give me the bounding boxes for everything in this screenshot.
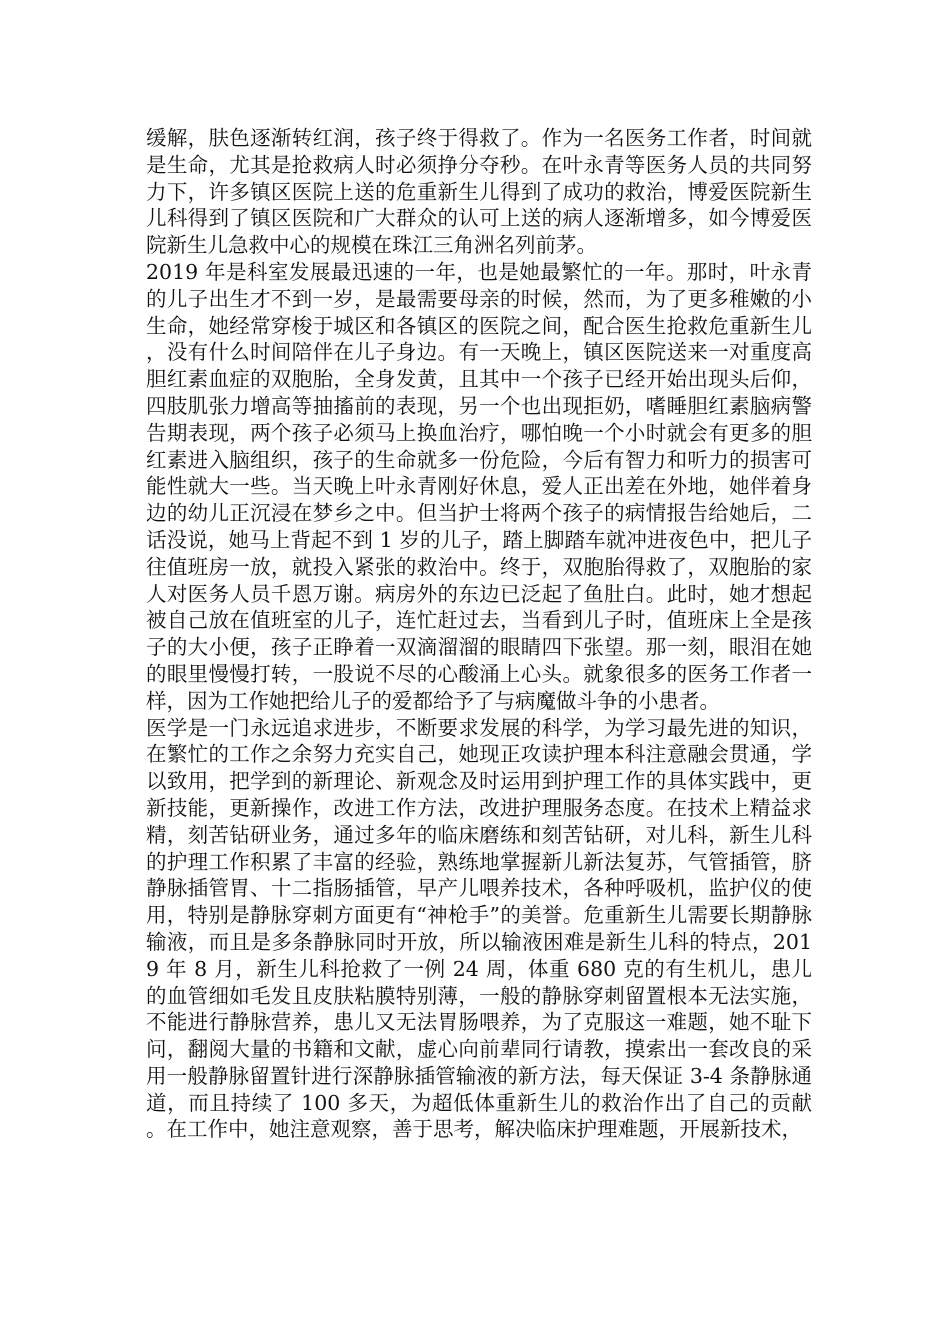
document-body [146, 125, 812, 1143]
paragraph-3: 医学是一门永远追求进步，不断要求发展的科学，为学习最先进的知识，在繁忙的工作之余努力充实自己，她现正攻读护理本科注意融会贯通，学以致用，把学到的新理论、新观念及时运用到护理工作的具体实践中，更新技能，更新操作，改进工作方法，改进护理服务态度。在技术上精益求精，刻苦钻研业务，通过多年的临床磨练和刻苦钻研，对儿科，新生儿科的护理工作积累了丰富的经验，熟练地掌握新儿新法复苏，气管插管，脐静脉插管胃、十二指肠插管，早产儿喂养技术，各种呼吸机，监护仪的使用，特别是静脉穿刺方面更有“神枪手”的美誉。危重新生儿需要长期静脉输液，而且是多条静脉同时开放，所以输液困难是新生儿科的特点，2019 年 8 月，新生儿科抢救了一例 24 周，体重 680 克的有生机儿，患儿的血管细如毛发且皮肤粘膜特别薄，一般的静脉穿刺留置根本无法实施，不能进行静脉营养，患儿又无法胃肠喂养，为了克服这一难题，她不耻下问，翻阅大量的书籍和文献，虚心向前辈同行请教，摸索出一套改良的采用一般静脉留置针进行深静脉插管输液的新方法，每天保证 3-4 条静脉通道，而且持续了 100 多天，为超低体重新生儿的救治作出了自己的贡献。在工作中，她注意观察，善于思考，解决临床护理难题，开展新技术， [146, 715, 812, 1142]
paragraph-2: 2019 年是科室发展最迅速的一年，也是她最繁忙的一年。那时，叶永青的儿子出生才不到一岁，是最需要母亲的时候，然而，为了更多稚嫩的小生命，她经常穿梭于城区和各镇区的医院之间，配合医生抢救危重新生儿，没有什么时间陪伴在儿子身边。有一天晚上，镇区医院送来一对重度高胆红素血症的双胞胎，全身发黄，且其中一个孩子已经开始出现头后仰，四肢肌张力增高等抽搐前的表现，另一个也出现拒奶，嗜睡胆红素脑病警告期表现，两个孩子必须马上换血治疗，哪怕晚一个小时就会有更多的胆红素进入脑组织，孩子的生命就多一份危险，今后有智力和听力的损害可能性就大一些。当天晚上叶永青刚好休息，爱人正出差在外地，她伴着身边的幼儿正沉浸在梦乡之中。但当护士将两个孩子的病情报告给她后，二话没说，她马上背起不到 1 岁的儿子，踏上脚踏车就冲进夜色中，把儿子往值班房一放，就投入紧张的救治中。终于，双胞胎得救了，双胞胎的家人对医务人员千恩万谢。病房外的东边已泛起了鱼肚白。此时，她才想起被自己放在值班室的儿子，连忙赶过去，当看到儿子时，值班床上全是孩子的大小便，孩子正睁着一双滴溜溜的眼睛四下张望。那一刻，眼泪在她的眼里慢慢打转，一股说不尽的心酸涌上心头。就象很多的医务工作者一样，因为工作她把给儿子的爱都给予了与病魔做斗争的小患者。 [146, 259, 812, 713]
paragraph-1: 缓解，肤色逐渐转红润，孩子终于得救了。作为一名医务工作者，时间就是生命，尤其是抢救病人时必须挣分夺秒。在叶永青等医务人员的共同努力下，许多镇区医院上送的危重新生儿得到了成功的救治，博爱医院新生儿科得到了镇区医院和广大群众的认可上送的病人逐渐增多，如今博爱医院新生儿急救中心的规模在珠江三角洲名列前茅。 [146, 126, 812, 258]
